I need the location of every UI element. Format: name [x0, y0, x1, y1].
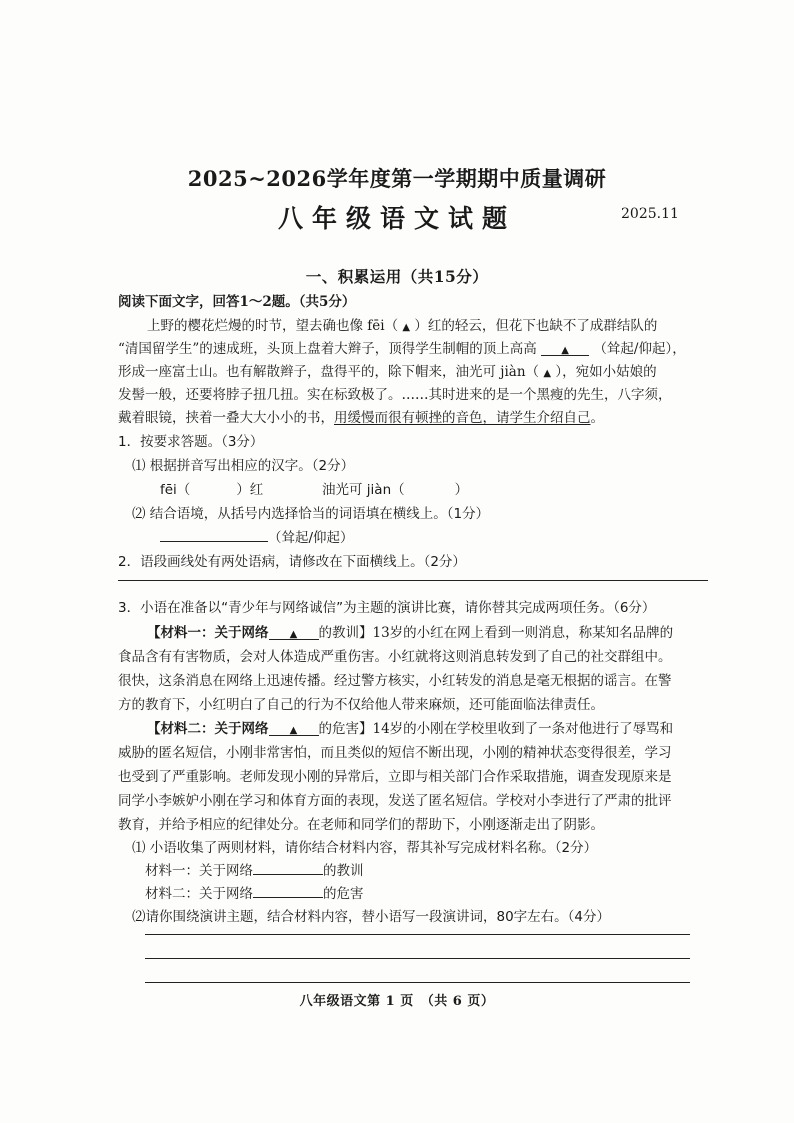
material-2-line-5: 教育，并给予相应的纪律处分。在老师和同学们的帮助下，小刚逐渐走出了阴影。	[118, 817, 604, 833]
answer-line[interactable]	[145, 934, 690, 935]
underlined-sentence: 用缓慢而很有顿挫的音色，请学生介绍自己	[334, 410, 591, 426]
question-3-sub-2: ⑵请你围绕演讲主题，结合材料内容，替小语写一段演讲词，80字左右。（4分）	[132, 909, 611, 925]
question-1-sub-2: ⑵ 结合语境，从括号内选择恰当的词语填在横线上。（1分）	[132, 506, 490, 522]
passage-line-1: 上野的樱花烂熳的时节，望去确也像 fēi（ ▲ ）红的轻云，但花下也缺不了成群结队的	[147, 318, 658, 334]
pinyin-fill-fei: fēi（ ）红	[160, 482, 264, 498]
answer-line[interactable]	[160, 527, 268, 542]
material-1-line-3: 很快，这条消息在网络上迅速传播。经过警方核实，小红转发的消息是毫无根据的谣言。在警	[118, 673, 672, 689]
question-1: 1．按要求答题。（3分）	[118, 434, 264, 450]
pinyin-fill-jian: 油光可 jiàn（ ）	[322, 482, 469, 498]
material-1-line-4: 方的教育下，小红明白了自己的行为不仅给他人带来麻烦，还可能面临法律责任。	[118, 697, 604, 713]
blank-marker: ▲	[543, 368, 552, 379]
page-footer: 八年级语文第 1 页 （共 6 页）	[299, 994, 495, 1009]
blank-line: ▲	[269, 721, 319, 736]
answer-line[interactable]	[253, 860, 323, 875]
passage-line-2: “清国留学生”的速成班，头顶上盘着大辫子，顶得学生制帽的顶上高高 ▲ （耸起/仰起），	[118, 341, 686, 357]
section-title: 一、积累运用（共15分）	[305, 267, 489, 286]
answer-line[interactable]	[118, 580, 708, 581]
material-2-line-2: 威胁的匿名短信，小刚非常害怕，而且类似的短信不断出现，小刚的精神状态变得很差，学习	[118, 745, 672, 761]
material-2-fill: 材料二：关于网络 的危害	[145, 882, 364, 902]
blank-marker: ▲	[402, 322, 411, 333]
material-1-line-1: 【材料一：关于网络 ▲ 的教训】13岁的小红在网上看到一则消息，称某知名品牌的	[147, 625, 674, 641]
material-1-fill: 材料一：关于网络 的教训	[145, 859, 364, 879]
reading-intro: 阅读下面文字，回答1～2题。（共5分）	[118, 294, 356, 310]
answer-line[interactable]	[253, 883, 323, 898]
blank-line: ▲	[541, 341, 589, 356]
question-2: 2．语段画线处有两处语病，请修改在下面横线上。（2分）	[118, 554, 466, 570]
question-1-sub-1: ⑴ 根据拼音写出相应的汉字。（2分）	[132, 458, 355, 474]
passage-line-5: 戴着眼镜，挟着一叠大大小小的书，用缓慢而很有顿挫的音色，请学生介绍自己。	[118, 410, 604, 426]
question-3: 3．小语在准备以“青少年与网络诚信”为主题的演讲比赛，请你替其完成两项任务。（6分）	[118, 600, 656, 616]
blank-line: ▲	[269, 625, 319, 640]
material-2-line-1: 【材料二：关于网络 ▲ 的危害】14岁的小刚在学校里收到了一条对他进行了辱骂和	[147, 721, 674, 737]
answer-line[interactable]	[145, 982, 690, 983]
answer-line[interactable]	[145, 958, 690, 959]
passage-line-4: 发髻一般，还要将脖子扭几扭。实在标致极了。……其时进来的是一个黑瘦的先生，八字须，	[118, 387, 672, 403]
material-2-line-4: 同学小李嫉妒小刚在学习和体育方面的表现，发送了匿名短信。学校对小李进行了严肃的批评	[118, 793, 672, 809]
exam-title: 2025~2026学年度第一学期期中质量调研	[187, 166, 607, 191]
exam-subtitle: 八年级语文试题	[277, 204, 516, 233]
choice-fill: （耸起/仰起）	[160, 526, 354, 546]
question-3-sub-1: ⑴ 小语收集了两则材料，请你结合材料内容，帮其补写完成材料名称。（2分）	[132, 840, 598, 856]
exam-date: 2025.11	[621, 206, 679, 222]
material-1-line-2: 食品含有有害物质，会对人体造成严重伤害。小红就将这则消息转发到了自己的社交群组中。	[118, 649, 672, 665]
material-2-line-3: 也受到了严重影响。老师发现小刚的异常后，立即与相关部门合作采取措施，调查发现原来是	[118, 769, 672, 785]
passage-line-3: 形成一座富士山。也有解散辫子，盘得平的，除下帽来，油光可 jiàn（ ▲ ），宛如小姑娘的	[118, 364, 657, 380]
